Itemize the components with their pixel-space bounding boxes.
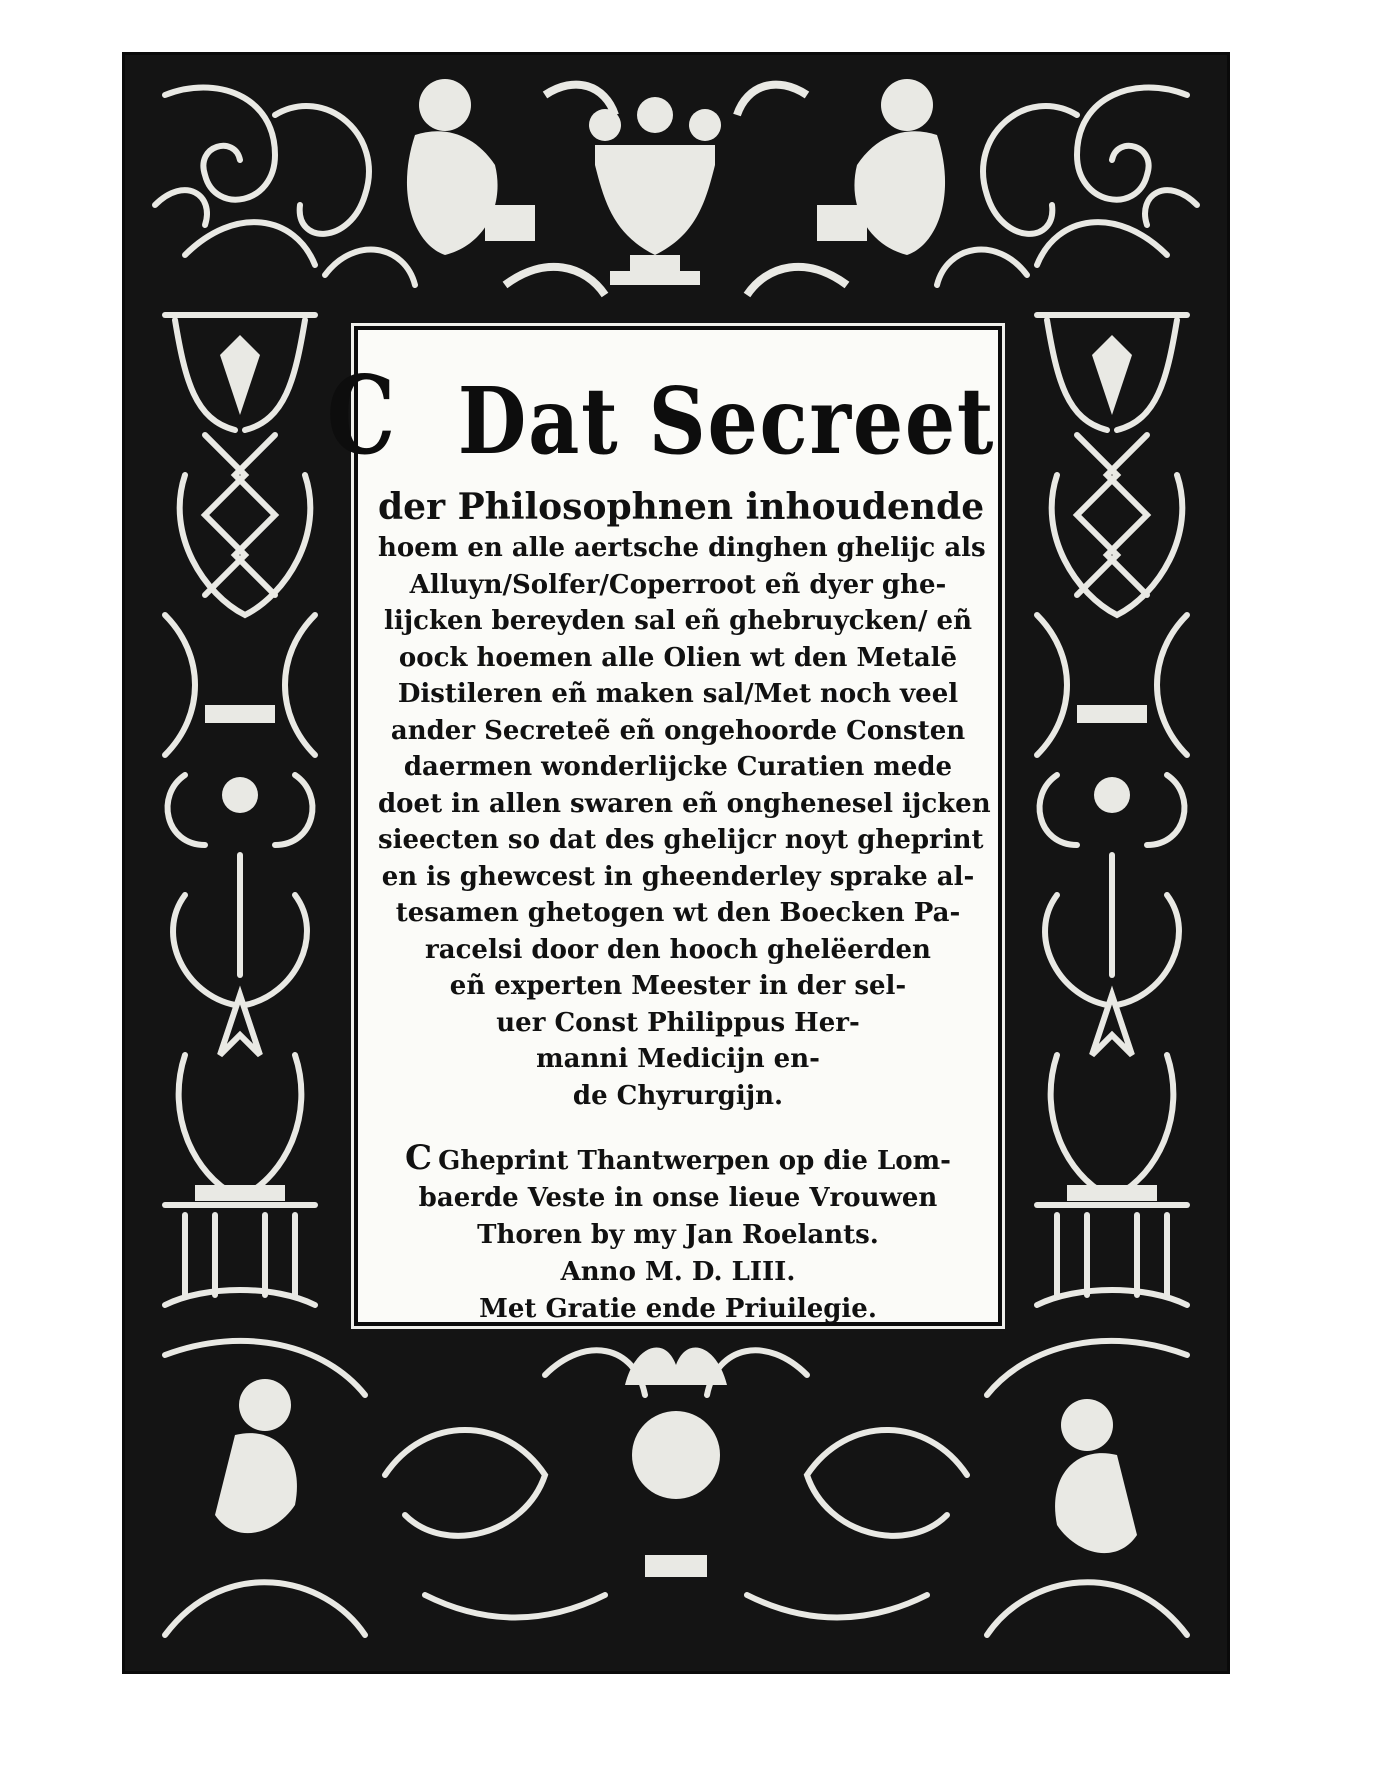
imprint-line: Met Gratie ende Priuilegie.	[479, 1294, 877, 1324]
body-line: ander Secreteẽ eñ ongehoorde Consten	[390, 715, 966, 746]
imprint-line: Anno M. D. LIII.	[560, 1257, 796, 1287]
body-line: doet in allen swaren eñ onghenesel ijcken	[378, 788, 991, 819]
body-line: tesamen ghetogen wt den Boecken Pa-	[395, 898, 961, 928]
body-line: sieecten so dat des ghelijcr noyt gheprint	[378, 825, 984, 855]
imprint-line: baerde Veste in onse lieue Vrouwen	[418, 1183, 938, 1213]
body-line: daermen wonderlijcke Curatien mede	[403, 752, 953, 782]
imprint-block	[378, 1140, 978, 1328]
title-block	[326, 353, 995, 479]
body-line: hoem en alle aertsche dinghen ghelijc als	[378, 533, 986, 563]
body-line: eñ experten Meester in der sel-	[449, 971, 907, 1001]
body-line: oock hoemen alle Olien wt den Metalē	[398, 642, 958, 673]
body-line: manni Medicijn en-	[536, 1044, 820, 1074]
imprint-marker: C	[405, 1138, 433, 1178]
imprint-line: Thoren by my Jan Roelants.	[477, 1220, 879, 1250]
body-line: der Philosophnen inhoudende	[378, 486, 985, 528]
body-line: lijcken bereyden sal eñ ghebruycken/ eñ	[384, 606, 972, 636]
page-title: Dat Secreet	[457, 367, 995, 475]
text-panel	[326, 326, 1002, 1326]
imprint-line-text: Gheprint Thantwerpen op die Lom-	[438, 1146, 951, 1176]
body-line: de Chyrurgijn.	[572, 1080, 784, 1111]
body-line: uer Const Philippus Her-	[496, 1007, 860, 1038]
body-line: Distileren eñ maken sal/Met noch veel	[397, 679, 959, 709]
imprint-line	[378, 1140, 978, 1180]
title-body	[378, 484, 991, 1114]
initial-letter: C	[326, 353, 395, 479]
body-line: Alluyn/Solfer/Coperroot eñ dyer ghe-	[409, 569, 947, 600]
body-line: en is ghewcest in gheenderley sprake al-	[381, 861, 975, 892]
body-line: racelsi door den hooch ghelëerden	[425, 934, 931, 965]
